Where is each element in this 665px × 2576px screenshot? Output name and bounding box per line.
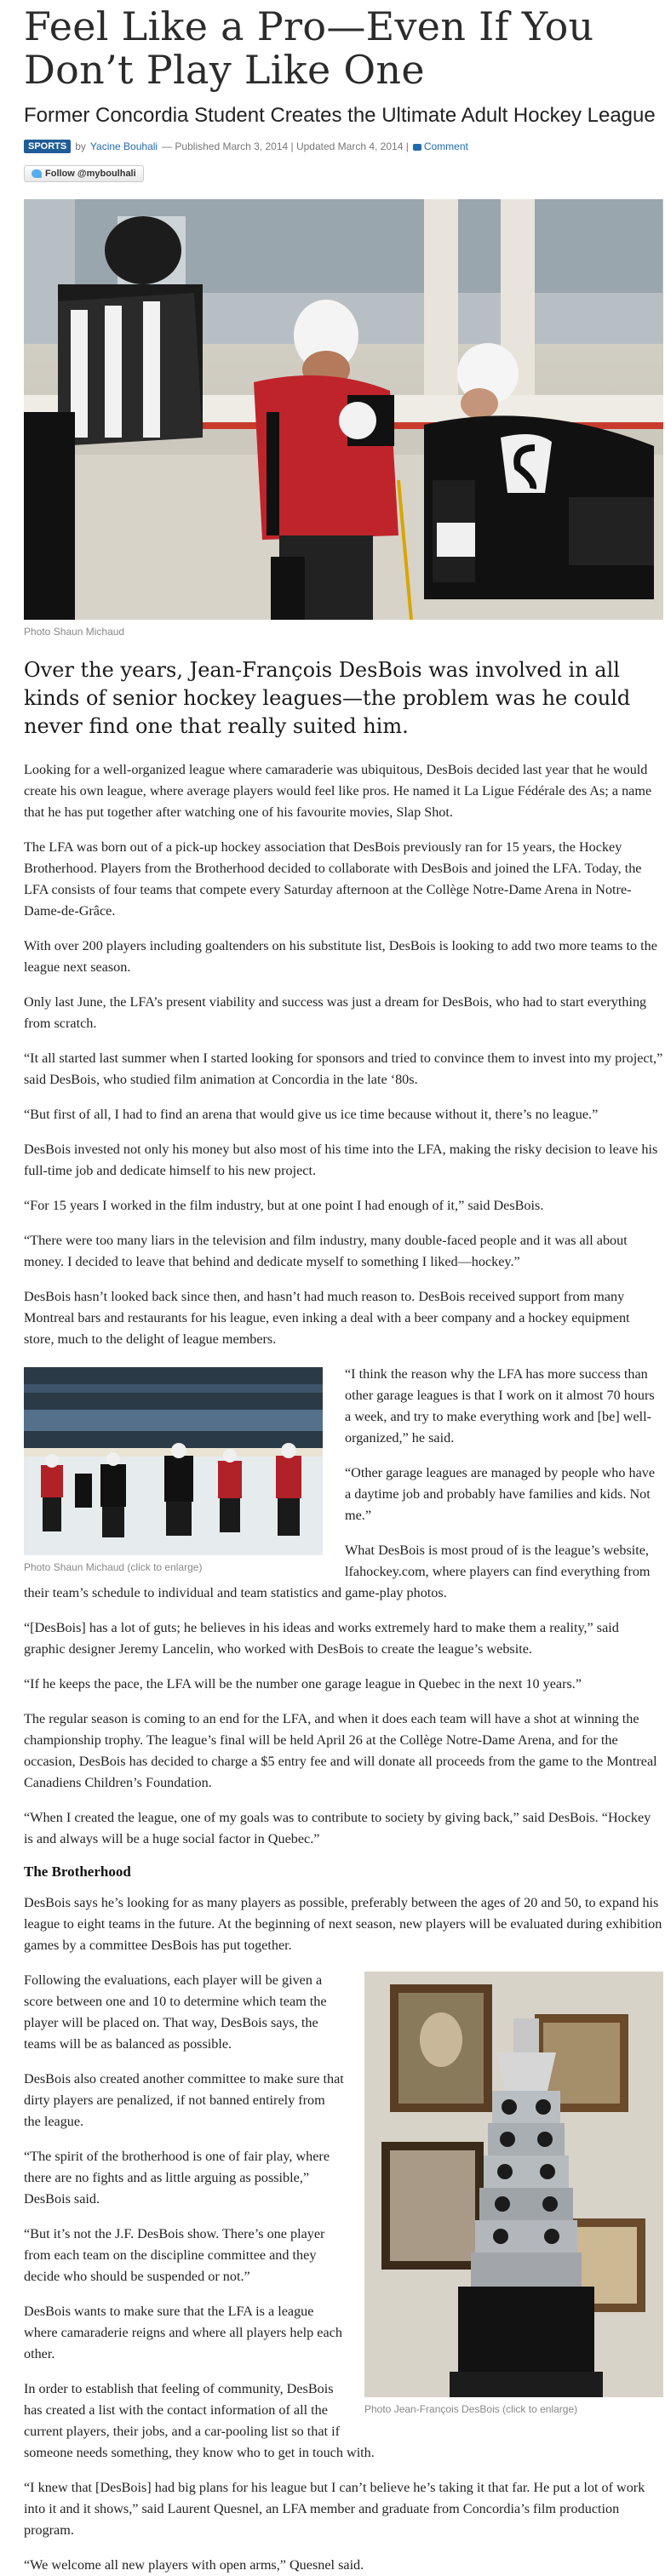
paragraph: The regular season is coming to an end for the LFA, and when it does each team will have a shot at winning the championship trophy. The league’s final will be held April 26 at the Collège Notre-Dame Arena, and for the occasion, DesBois has decided to charge a $5 entry fee and will donate all proceeds from the game to the Montreal Canadiens Children’s Foundation. xyxy=(24,1711,657,1790)
paragraph: “I knew that [DesBois] had big plans for his league but I can’t believe he’s taking it that far. He put a lot of work into it and it shows,” said Laurent Quesnel, an LFA member and graduate from Concordia’s film production program. xyxy=(24,2480,645,2538)
lede: Over the years, Jean-François DesBois was involved in all kinds of senior hockey leagues—the problem was he could never find one that really suited him. xyxy=(24,658,631,738)
paragraph: “But first of all, I had to find an arena that would give us ice time because without it, there’s no league.” xyxy=(24,1107,599,1122)
hero-caption: Photo Shaun Michaud xyxy=(24,626,125,638)
figure-left-caption: Photo Shaun Michaud (click to enlarge) xyxy=(24,1561,203,1573)
comment-icon xyxy=(413,144,421,151)
side-paragraph: DesBois wants to make sure that the LFA is a league where camaraderie reigns and where all players help each other. xyxy=(24,2304,342,2361)
paragraph: “When I created the league, one of my goals was to contribute to society by giving back,” said DesBois. “Hockey is and always will be a huge social factor in Quebec.” xyxy=(24,1810,651,1846)
paragraph: Only last June, the LFA’s present viability and success was just a dream for DesBois, who had to start everything from scratch. xyxy=(24,994,647,1031)
twitter-follow-button[interactable] xyxy=(24,165,144,182)
figure-right-photo[interactable] xyxy=(364,1972,663,2397)
side-paragraph: DesBois also created another committee to make sure that dirty players are penalized, if not banned entirely from the league. xyxy=(24,2071,344,2129)
publish-date: — Published March 3, 2014 | Updated March 4, 2014 | xyxy=(162,140,409,152)
paragraph: Looking for a well-organized league where camaraderie was ubiquitous, DesBois decided last year that he would create his own league, where average players would feel like pros. He named it La Ligue Fédérale des As; a name that he has put together after watching one of his favourite movies, Slap Shot. xyxy=(24,762,652,820)
side-paragraph: Following the evaluations, each player will be given a score between one and 10 to determine which team the player will be placed on. That way, DesBois says, the teams will be as balanced as possible. xyxy=(24,1972,327,2052)
paragraph: “It all started last summer when I started looking for sponsors and tried to convince them to invest into my project,” said DesBois, who studied film animation at Concordia in the late ‘80s. xyxy=(24,1050,663,1087)
author-link[interactable]: Yacine Bouhali xyxy=(89,140,158,152)
side-paragraph: “I think the reason why the LFA has more success than other garage leagues is that I work on it almost 70 hours a week, and try to make everything work and [be] well-organized,” he said. xyxy=(345,1366,655,1445)
figure-right[interactable] xyxy=(364,1972,663,2415)
side-paragraph: “The spirit of the brotherhood is one of fair play, where there are no fights and as little arguing as possible,” DesBois said. xyxy=(24,2149,330,2207)
twitter-bird-icon xyxy=(32,169,42,178)
paragraph: With over 200 players including goaltenders on his substitute list, DesBois is looking to add two more teams to the league next season. xyxy=(24,938,657,975)
side-paragraph: In order to establish that feeling of community, DesBois has created a list with the contact information of all the current players, their jobs, and a car-pooling list so that if someone needs something, they know who to get in touch with. xyxy=(24,2381,375,2460)
paragraph: DesBois invested not only his money but also most of his time into the LFA, making the risky decision to leave his full-time job and dedicate himself to his new project. xyxy=(24,1142,658,1178)
paragraph: “For 15 years I worked in the film industry, but at one point I had enough of it,” said DesBois. xyxy=(24,1198,544,1213)
paragraph: DesBois says he’s looking for as many players as possible, preferably between the ages of 20 and 50, to expand his league to eight teams in the future. At the beginning of next season, new players will be evaluated during exhibition games by a committee DesBois has put together. xyxy=(24,1895,662,1953)
paragraph: “There were too many liars in the television and film industry, many double-faced people and it was all about money. I decided to leave that behind and dedicate myself to something I liked—hockey.” xyxy=(24,1233,628,1269)
byline xyxy=(24,138,663,155)
figure-left[interactable] xyxy=(24,1367,323,1573)
figure-left-photo[interactable] xyxy=(24,1367,323,1555)
paragraph: DesBois hasn’t looked back since then, and hasn’t had much reason to. DesBois received support from many Montreal bars and restaurants for his league, even inking a deal with a beer company and a hockey equipment store, much to the delight of league members. xyxy=(24,1289,630,1347)
article xyxy=(24,0,663,2576)
paragraph: “[DesBois] has a lot of guts; he believes in his ideas and works extremely hard to make them a reality,” said graphic designer Jeremy Lancelin, who worked with DesBois to create the league’s website. xyxy=(24,1620,619,1657)
paragraph: “We welcome all new players with open arms,” Quesnel said. xyxy=(24,2557,364,2573)
section-title: The Brotherhood xyxy=(24,1863,131,1880)
hero-photo xyxy=(24,199,663,620)
side-paragraph: What DesBois is most proud of is the league’s website, lfahockey.com, where players can find everything from their team’s schedule to individual and team statistics and game-play photos. xyxy=(24,1543,651,1600)
paragraph: The LFA was born out of a pick-up hockey association that DesBois previously ran for 15 years, the Hockey Brotherhood. Players from the Brotherhood decided to collaborate with DesBois and joined the LFA. Today, the LFA consists of four teams that compete every Saturday afternoon at the Collège Notre-Dame Arena in Notre-Dame-de-Grâce. xyxy=(24,839,642,919)
comment-label: Comment xyxy=(423,140,468,152)
side-paragraph: “Other garage leagues are managed by people who have a daytime job and probably have families and kids. Not me.” xyxy=(345,1465,656,1523)
article-subtitle: Former Concordia Student Creates the Ultimate Adult Hockey League xyxy=(24,104,656,127)
figure-right-caption: Photo Jean-François DesBois (click to enlarge) xyxy=(364,2403,578,2415)
side-paragraph: “But it’s not the J.F. DesBois show. There’s one player from each team on the discipline committee and they decide who should be suspended or not.” xyxy=(24,2226,325,2284)
byline-by: by xyxy=(75,140,86,152)
follow-label: Follow @myboulhali xyxy=(45,169,136,179)
section-badge[interactable]: SPORTS xyxy=(24,140,71,153)
comment-link[interactable] xyxy=(413,140,468,152)
paragraph: “If he keeps the pace, the LFA will be the number one garage league in Quebec in the next 10 years.” xyxy=(24,1676,582,1692)
hero-photo-graphic xyxy=(24,199,663,620)
article-title: Feel Like a Pro—Even If You Don’t Play Like One xyxy=(24,3,594,93)
